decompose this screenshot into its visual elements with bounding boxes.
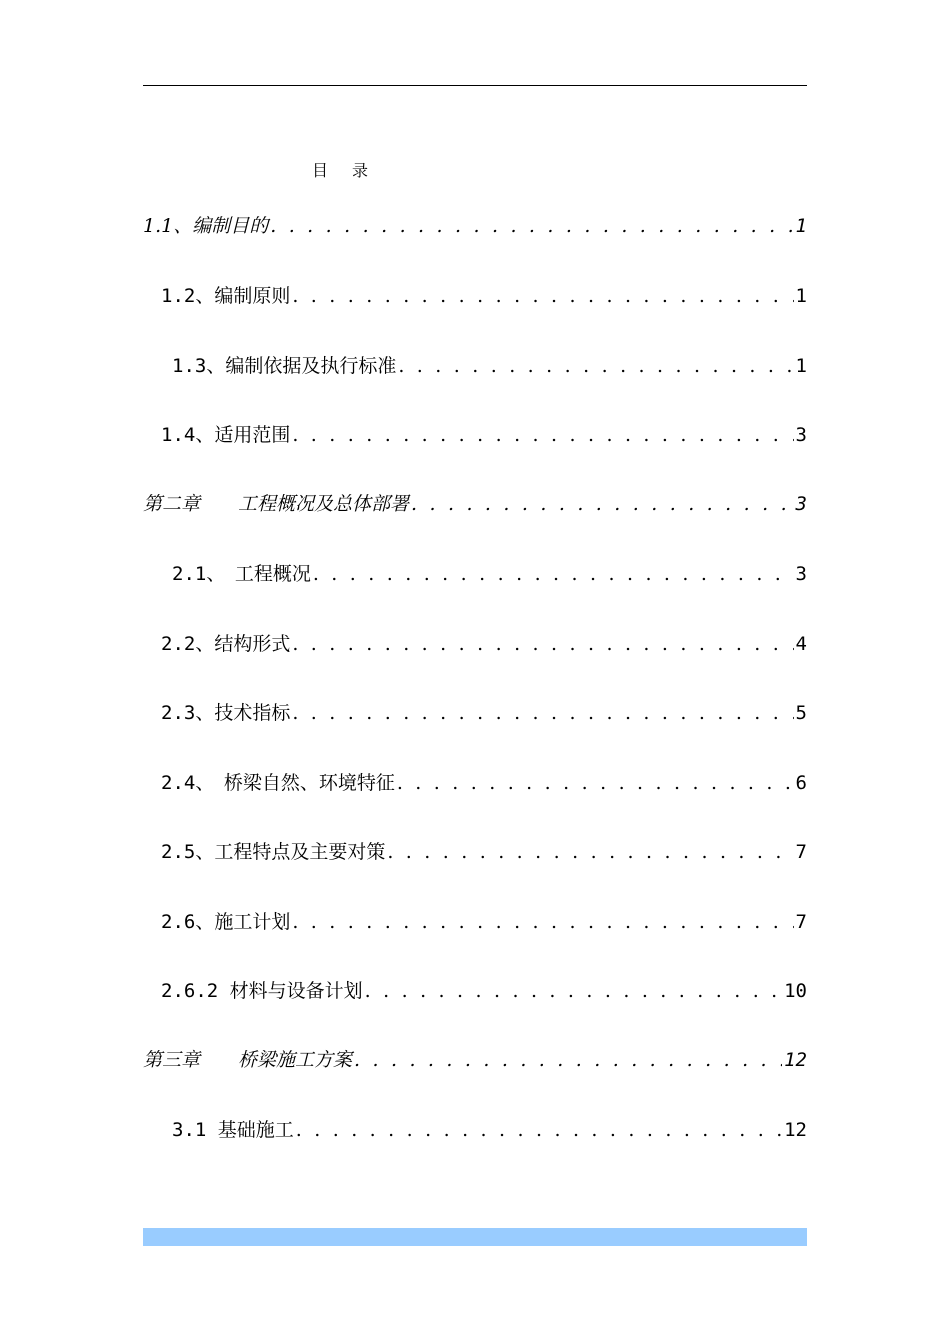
toc-entry-leader bbox=[292, 910, 793, 934]
footer-bar bbox=[143, 1228, 807, 1246]
toc-entry-page: 10 bbox=[784, 980, 807, 1002]
toc-entry[interactable] bbox=[161, 701, 807, 725]
toc-entry[interactable] bbox=[161, 979, 807, 1003]
toc-entry-leader bbox=[292, 284, 793, 308]
toc-entry-label: 3.1 基础施工 bbox=[172, 1119, 294, 1141]
toc-entry-page: 1 bbox=[795, 215, 807, 237]
toc-entry-leader bbox=[398, 354, 793, 378]
toc-entry-label: 2.4、 桥梁自然、环境特征 bbox=[161, 772, 395, 794]
toc-entry-leader bbox=[313, 562, 794, 586]
toc-title-char-2: 录 bbox=[352, 161, 369, 180]
toc-entry-leader bbox=[354, 1048, 782, 1072]
toc-entry-leader bbox=[387, 840, 793, 864]
toc-entry-page: 12 bbox=[784, 1049, 807, 1071]
toc-entry[interactable] bbox=[172, 354, 807, 378]
toc-entry-label: 2.3、技术指标 bbox=[161, 702, 291, 724]
toc-entry-label: 第三章 桥梁施工方案 bbox=[143, 1049, 353, 1071]
toc-entry-label: 2.5、工程特点及主要对策 bbox=[161, 841, 386, 863]
toc-entry-leader bbox=[296, 1118, 782, 1142]
toc-entry-label: 2.6.2 材料与设备计划 bbox=[161, 980, 363, 1002]
toc-entry-label: 2.2、结构形式 bbox=[161, 633, 291, 655]
toc-entry-page: 7 bbox=[795, 841, 807, 863]
toc-entry-label: 1.2、编制原则 bbox=[161, 285, 291, 307]
toc-entry-page: 5 bbox=[795, 702, 807, 724]
toc-entry[interactable] bbox=[161, 632, 807, 656]
toc-title bbox=[312, 158, 368, 181]
toc-entry[interactable] bbox=[143, 214, 807, 238]
toc-entry-leader bbox=[270, 214, 793, 238]
toc-entry-page: 3 bbox=[795, 493, 807, 515]
toc-title-char-1: 目 bbox=[312, 161, 329, 180]
toc-entry-leader bbox=[292, 423, 793, 447]
toc-entry[interactable] bbox=[161, 840, 807, 864]
toc-entry-leader bbox=[411, 492, 794, 516]
toc-entry-leader bbox=[292, 701, 793, 725]
toc-entry-page: 7 bbox=[795, 911, 807, 933]
toc-entry-label: 第二章 工程概况及总体部署 bbox=[143, 493, 410, 515]
toc-entry-leader bbox=[292, 632, 793, 656]
toc-entry-leader bbox=[365, 979, 782, 1003]
toc-entry-page: 3 bbox=[795, 424, 807, 446]
toc-entry-label: 2.1、 工程概况 bbox=[172, 563, 311, 585]
toc-entry-page: 1 bbox=[795, 355, 807, 377]
toc-entry-label: 1.3、编制依据及执行标准 bbox=[172, 355, 397, 377]
toc-entry-page: 1 bbox=[795, 285, 807, 307]
toc-entry[interactable] bbox=[172, 562, 807, 586]
toc-entry[interactable] bbox=[172, 1118, 807, 1142]
toc-entry[interactable] bbox=[161, 771, 807, 795]
toc-entry-page: 4 bbox=[795, 633, 807, 655]
toc-entry-label: 2.6、施工计划 bbox=[161, 911, 291, 933]
toc-entry-page: 3 bbox=[795, 563, 807, 585]
toc-entry[interactable] bbox=[161, 910, 807, 934]
toc-entry[interactable] bbox=[161, 284, 807, 308]
header-rule bbox=[143, 85, 807, 86]
toc-entry-label: 1.1、编制目的 bbox=[143, 215, 269, 237]
toc-entry[interactable] bbox=[143, 492, 807, 516]
toc-entry-label: 1.4、适用范围 bbox=[161, 424, 291, 446]
toc-entry[interactable] bbox=[143, 1048, 807, 1072]
toc-entry-page: 12 bbox=[784, 1119, 807, 1141]
toc-entry-page: 6 bbox=[795, 772, 807, 794]
toc-entry-leader bbox=[397, 771, 794, 795]
toc-entry[interactable] bbox=[161, 423, 807, 447]
